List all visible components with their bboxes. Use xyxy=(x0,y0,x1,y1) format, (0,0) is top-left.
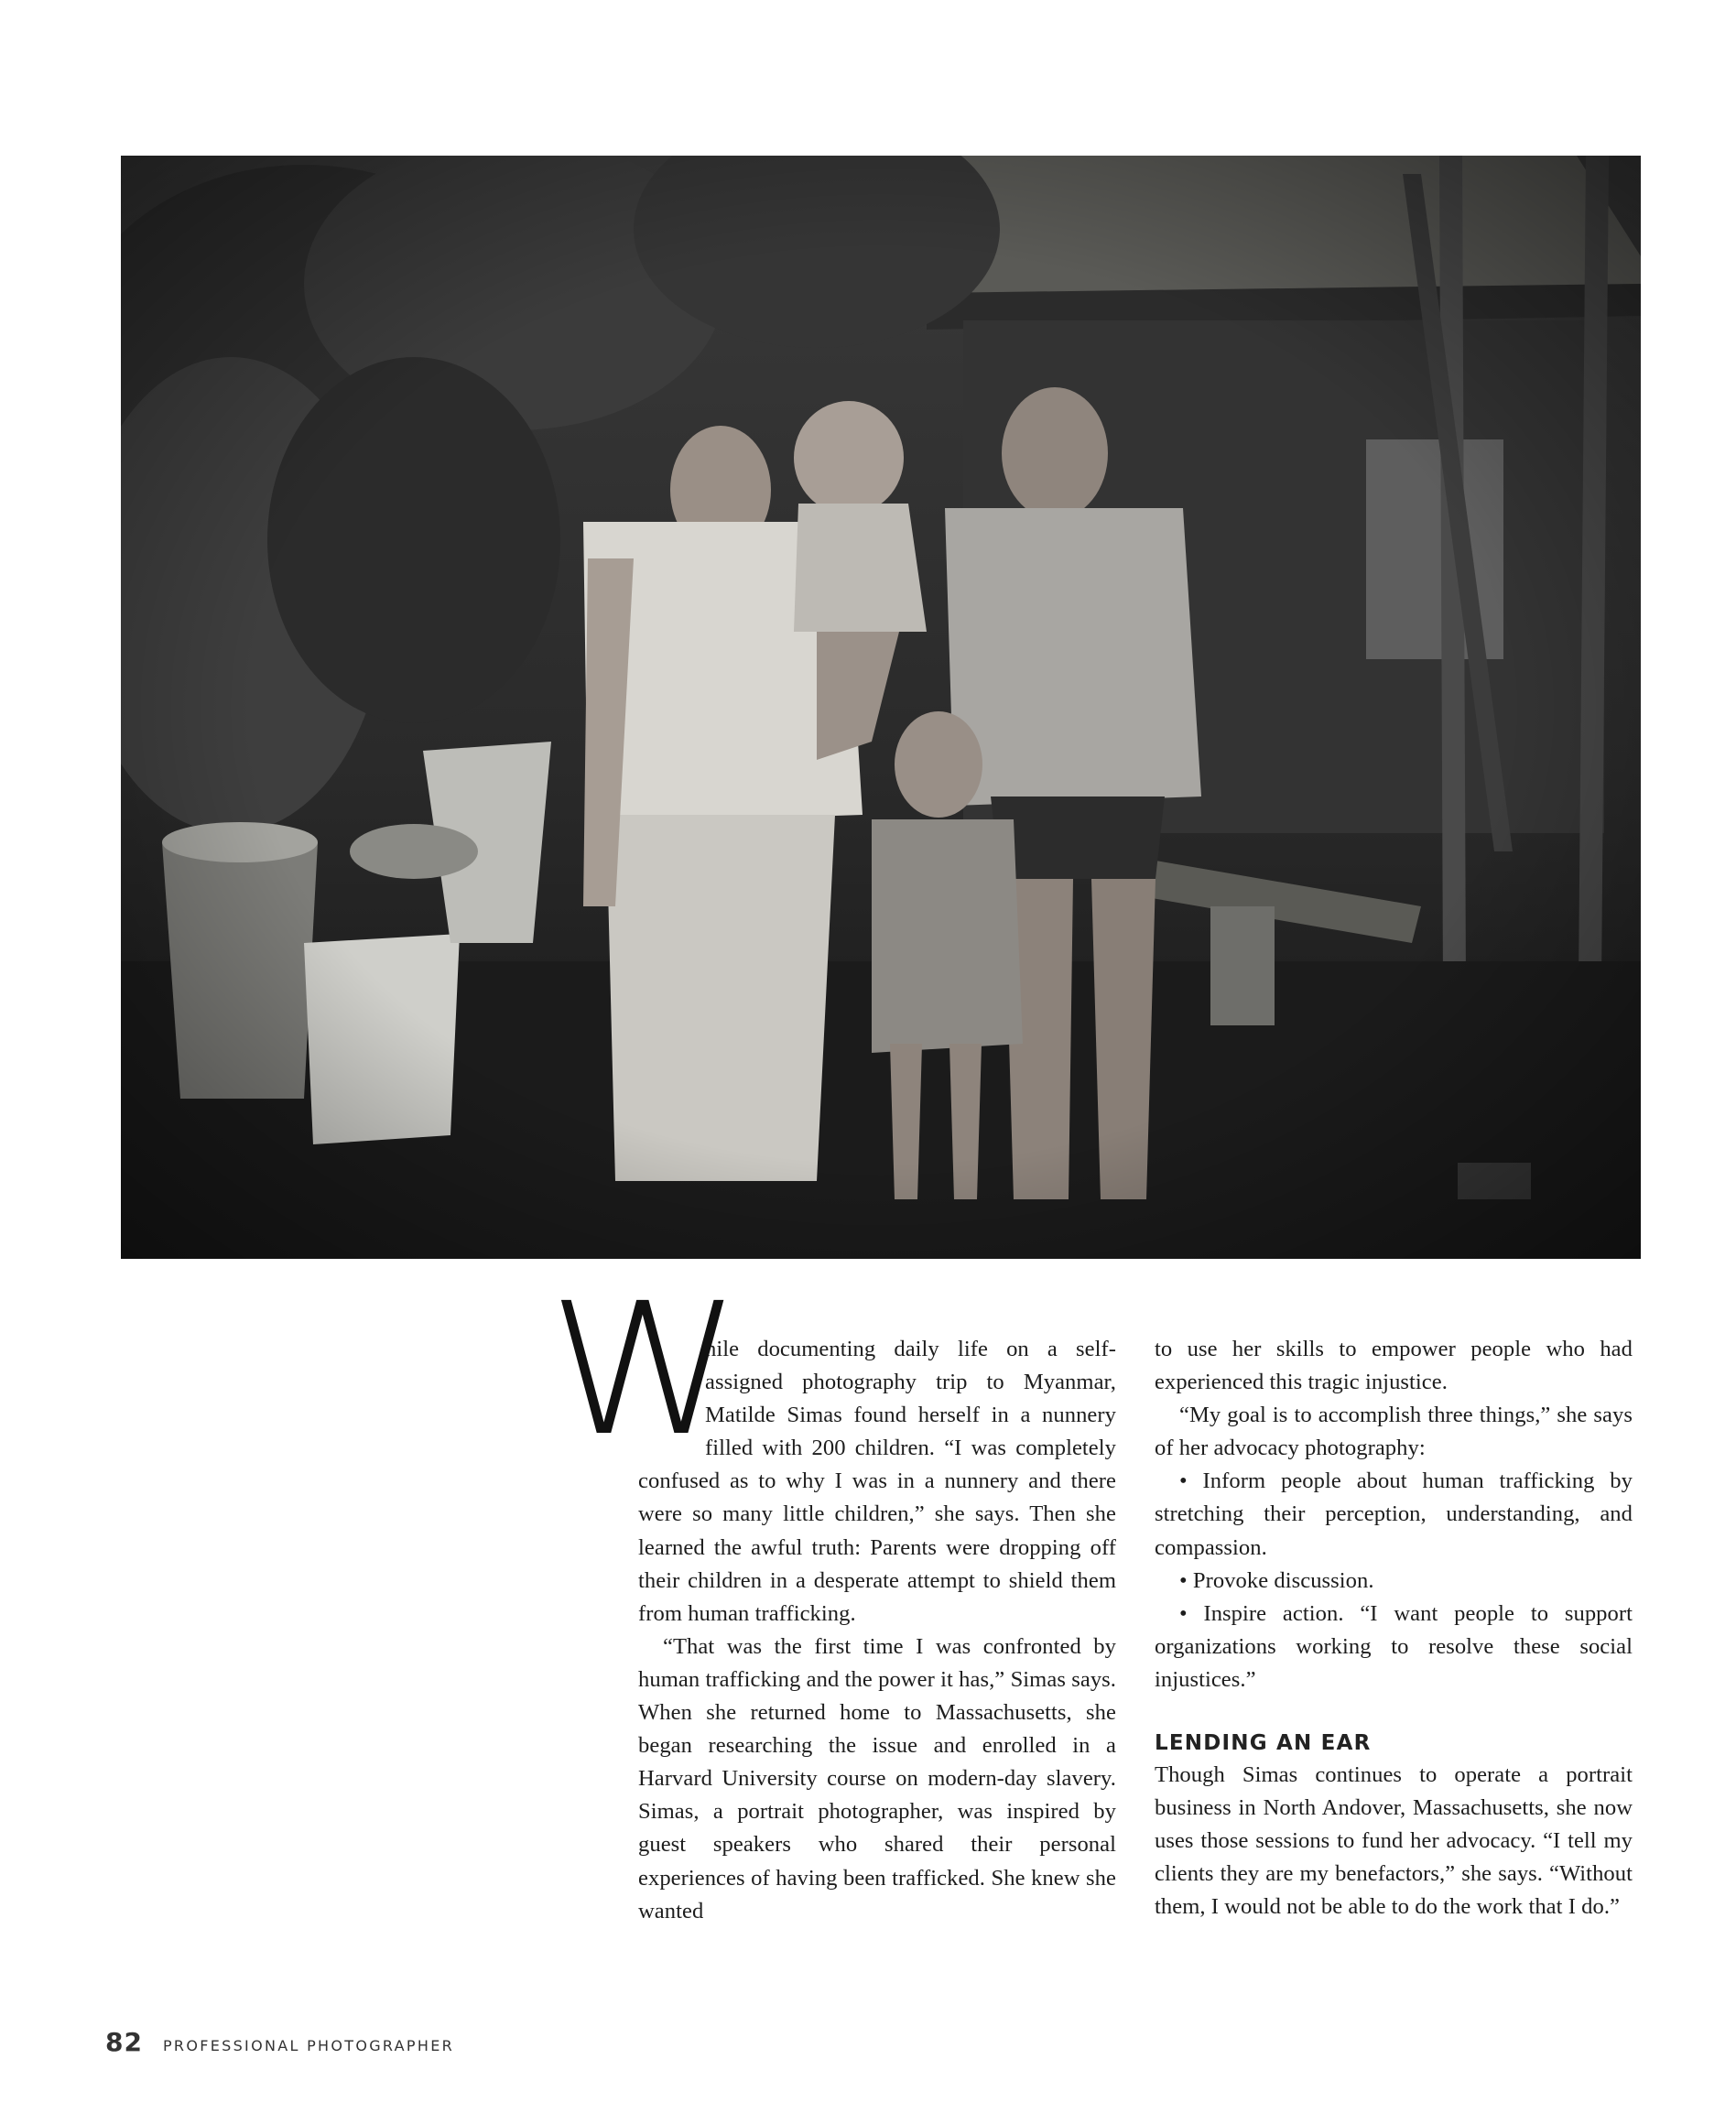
bullet-item: • Inform people about human trafficking by stretching their perception, understanding, and compassion. xyxy=(1155,1468,1633,1560)
article-paragraph: to use her skills to empower people who had experienced this tragic injustice. xyxy=(1155,1337,1633,1395)
intro-text: hile documenting daily life on a self-assigned photography trip to Myanmar, Matilde Simas found herself in a nunnery filled with 200 children. “I was completely confused as to why I was in a nunnery and there were so many little children,” she says. Then she learned the awful truth: Parents were dropping off their children in a desperate attempt to shield them from human trafficking. xyxy=(638,1337,1116,1626)
bullet-item: • Provoke discussion. xyxy=(1179,1567,1374,1593)
article-paragraph: Though Simas continues to operate a portrait business in North Andover, Massachusetts, she now uses those sessions to fund her advocacy. “I tell my clients they are my benefactors,” she says. “Without them, I would not be able to do the work that I do.” xyxy=(1155,1762,1633,1920)
drop-cap: W xyxy=(548,1263,743,1476)
article-paragraph: “My goal is to accomplish three things,” she says of her advocacy photography: xyxy=(1155,1403,1633,1461)
article-column-2 xyxy=(1155,1333,1633,1924)
section-subhead: LENDING AN EAR xyxy=(1155,1731,1372,1756)
magazine-name: PROFESSIONAL PHOTOGRAPHER xyxy=(162,2037,455,2054)
article-column-1 xyxy=(548,1263,1116,1928)
bullet-item: • Inspire action. “I want people to support organizations working to resolve these social injustices.” xyxy=(1155,1600,1633,1692)
page-number: 82 xyxy=(105,2027,143,2057)
family-portrait-photo xyxy=(121,156,1641,1259)
photo-illustration xyxy=(121,156,1641,1259)
article-paragraph: “That was the first time I was confronted by human trafficking and the power it has,” Simas says. When she returned home to Massachusetts, she began researching the issue and enrolled in a Harvard University course on modern-day slavery. Simas, a portrait photographer, was inspired by guest speakers who shared their personal experiences of having been trafficked. She knew she wanted xyxy=(638,1633,1116,1924)
page-footer xyxy=(105,2027,454,2057)
article-intro-paragraph xyxy=(548,1263,1116,1631)
